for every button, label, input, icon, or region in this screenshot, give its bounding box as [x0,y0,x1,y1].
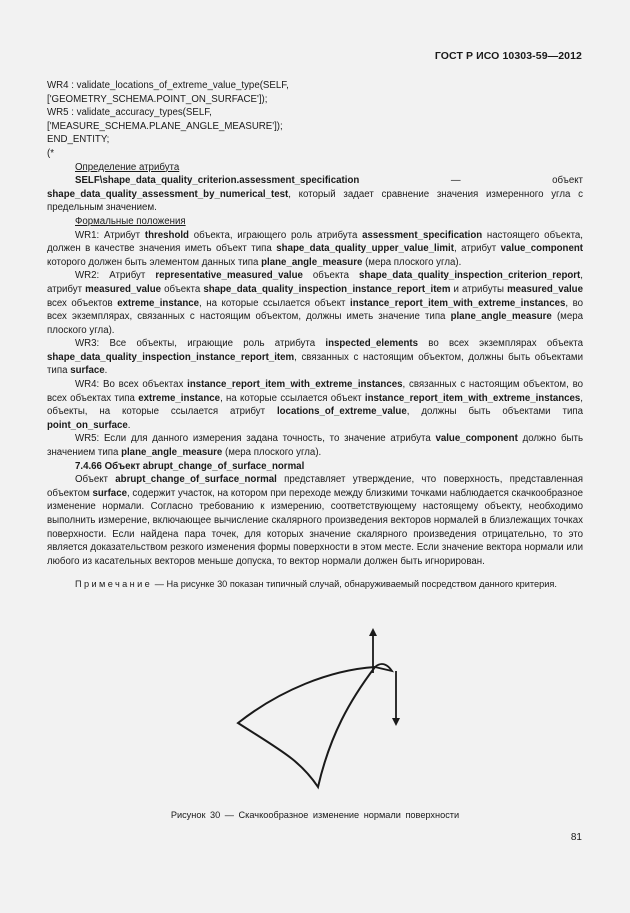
code-line: WR5 : validate_accuracy_types(SELF, [47,107,212,119]
code-line: END_ENTITY; [47,134,110,146]
standard-header: ГОСТ Р ИСО 10303-59—2012 [434,50,582,62]
surface-normal-figure [220,625,420,795]
section-heading: 7.4.66 Объект abrupt_change_of_surface_normal [75,460,305,472]
page-number: 81 [570,832,582,843]
note-paragraph [47,578,583,591]
formal-propositions-heading: Формальные положения [75,215,186,227]
code-line: ['GEOMETRY_SCHEMA.POINT_ON_SURFACE']); [47,93,268,105]
note-text: — На рисунке 30 показан типичный случай, обнаруживаемый посредством данного критерия. [152,579,557,590]
express-code-block [47,79,583,161]
page-content [47,79,583,591]
surface-ridge-edge [375,664,392,671]
rule-wr2: WR2: Атрибут representative_measured_value объекта shape_data_quality_inspection_criterion_report, атрибут measured_value объекта shape_data_quality_inspection_instance_report_item и атрибуты measured_value всех объектов extreme_instance, на которые ссылается объект instance_report_item_with_extreme_instances, во всех экземплярах, связанных с настоящим объектом, должны иметь значение типа plane_angle_measure (мера плоского угла). [47,270,583,336]
rule-wr5: WR5: Если для данного измерения задана точность, то значение атрибута value_component должно быть значением типа plane_angle_measure (мера плоского угла). [47,433,584,459]
rule-wr4: WR4: Во всех объектах instance_report_item_with_extreme_instances, связанных с настоящим объектом, во всех объектах типа extreme_instance, на которые ссылается объект instance_report_item_with_extreme_instances, объекты, на которые ссылается атрибут locations_of_extreme_value, должны быть объектами типа point_on_surface. [47,379,583,431]
code-line: (* [47,147,54,159]
rule-wr1: WR1: Атрибут threshold объекта, играющего роль атрибута assessment_specification настоящего объекта, должен в качестве значения иметь объект типа shape_data_quality_upper_value_limit, атрибут value_component которого должен быть элементом данных типа plane_angle_measure (мера плоского угла). [47,229,583,268]
attribute-definition-heading: Определение атрибута [75,161,180,173]
code-line: ['MEASURE_SCHEMA.PLANE_ANGLE_MEASURE']); [47,120,283,132]
section-body: Объект abrupt_change_of_surface_normal представляет утверждение, что поверхность, представленная объектом surface, содержит участок, на котором при переходе между близкими точками наблюдается скачкообразное изменение нормали. Согласно требованию к измерению, соответствующему настоящему объекту, необходимо выполнить измерение, включающее вычисление скалярного произведения векторов нормалей в близлежащих точках поверхности. Если найдена пара точек, для которых значение скалярного произведения отрицательно, то это является доказательством резкого изменения формы поверхности в этом месте. Если значение вектора нормали или любого из касательных векторов меньше допуска, то вектор нормали должен быть игнорирован. [47,474,584,567]
code-line: WR4 : validate_locations_of_extreme_value_type(SELF, [47,80,289,91]
attribute-definition-text: SELF\shape_data_quality_criterion.assessment_specification — объект shape_data_quality_assessment_by_numerical_test, который задает сравнение значения измеренного угла с предельным значением. [47,175,583,214]
note-label: Примечание [75,579,153,590]
figure-caption: Рисунок 30 — Скачкообразное изменение нормали поверхности [170,810,460,820]
rule-wr3: WR3: Все объекты, играющие роль атрибута inspected_elements во всех экземплярах объекта shape_data_quality_inspection_instance_report_item, связанных с настоящим объектом, должны быть объектами типа surface. [47,338,583,377]
surface-patch-outline [238,667,375,787]
